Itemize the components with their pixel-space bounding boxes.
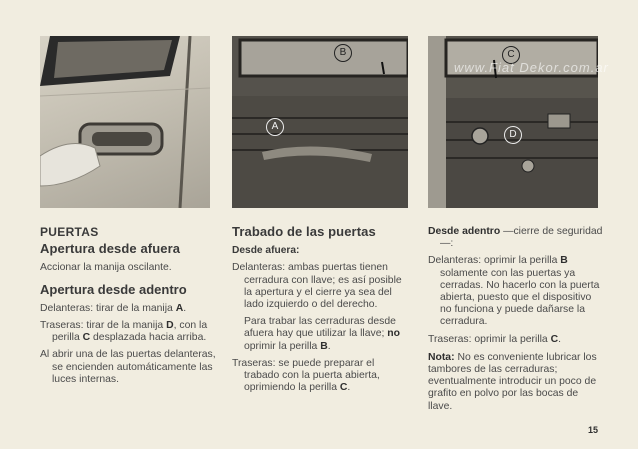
subheading-apertura-afuera: Apertura desde afuera bbox=[40, 241, 181, 257]
callout-c: C bbox=[502, 46, 520, 64]
callout-b-photo2: B bbox=[334, 44, 352, 62]
column-desde-adentro bbox=[428, 226, 604, 419]
paragraph-trabar-llave: Para trabar las cerraduras desde afuera hay que utilizar la llave; no oprimir la perilla B. bbox=[244, 316, 400, 352]
paragraph-nota: Nota: No es conveniente lubricar los tambores de las cerraduras; eventualmente introducir un poco de grafito en polvo por las bocas de llave. bbox=[428, 351, 597, 412]
paragraph-luces-internas: Al abrir una de las puertas delanteras, se encienden automáticamente las luces internas. bbox=[40, 349, 216, 385]
subheading-trabado: Trabado de las puertas bbox=[232, 224, 376, 239]
paragraph-delanteras-perilla: Delanteras: oprimir la perilla B solamente con las puertas ya cerradas. No hacerlo con la puerta abierta, puesto que el dispositivo no funciona y puede dañarse la cerradura. bbox=[428, 255, 600, 328]
watermark-logo: www.Fiat Dekor.com.ar bbox=[454, 60, 609, 75]
section-title: PUERTAS bbox=[40, 225, 99, 239]
label-desde-afuera: Desde afuera: bbox=[232, 245, 300, 257]
exterior-handle-illustration bbox=[40, 36, 210, 208]
paragraph-afuera: Accionar la manija oscilante. bbox=[40, 262, 172, 274]
column-trabado bbox=[232, 226, 408, 399]
paragraph-traseras-adentro: Traseras: tirar de la manija D, con la perilla C desplazada hacia arriba. bbox=[40, 320, 208, 344]
column-puertas bbox=[40, 226, 216, 391]
paragraph-traseras-perilla: Traseras: oprimir la perilla C. bbox=[428, 333, 562, 345]
page-number: 15 bbox=[588, 425, 599, 435]
photo-exterior-door-handle bbox=[40, 36, 210, 208]
label-desde-adentro: Desde adentro —cierre de seguridad—: bbox=[428, 226, 603, 250]
paragraph-delanteras-adentro: Delanteras: tirar de la manija A. bbox=[40, 302, 187, 314]
photo-front-door-interior bbox=[232, 36, 408, 208]
subheading-apertura-adentro: Apertura desde adentro bbox=[40, 281, 187, 297]
callout-a: A bbox=[266, 118, 284, 136]
paragraph-delanteras-cerradura: Delanteras: ambas puertas tienen cerradura con llave; es así posible la apertura y el cierre ya sea del lado izquierdo o del derecho. bbox=[232, 262, 402, 311]
callout-d: D bbox=[504, 126, 522, 144]
front-door-illustration bbox=[232, 36, 408, 208]
paragraph-traseras-trabado: Traseras: se puede preparar el trabado con la puerta abierta, oprimiendo la perilla C. bbox=[232, 357, 380, 394]
